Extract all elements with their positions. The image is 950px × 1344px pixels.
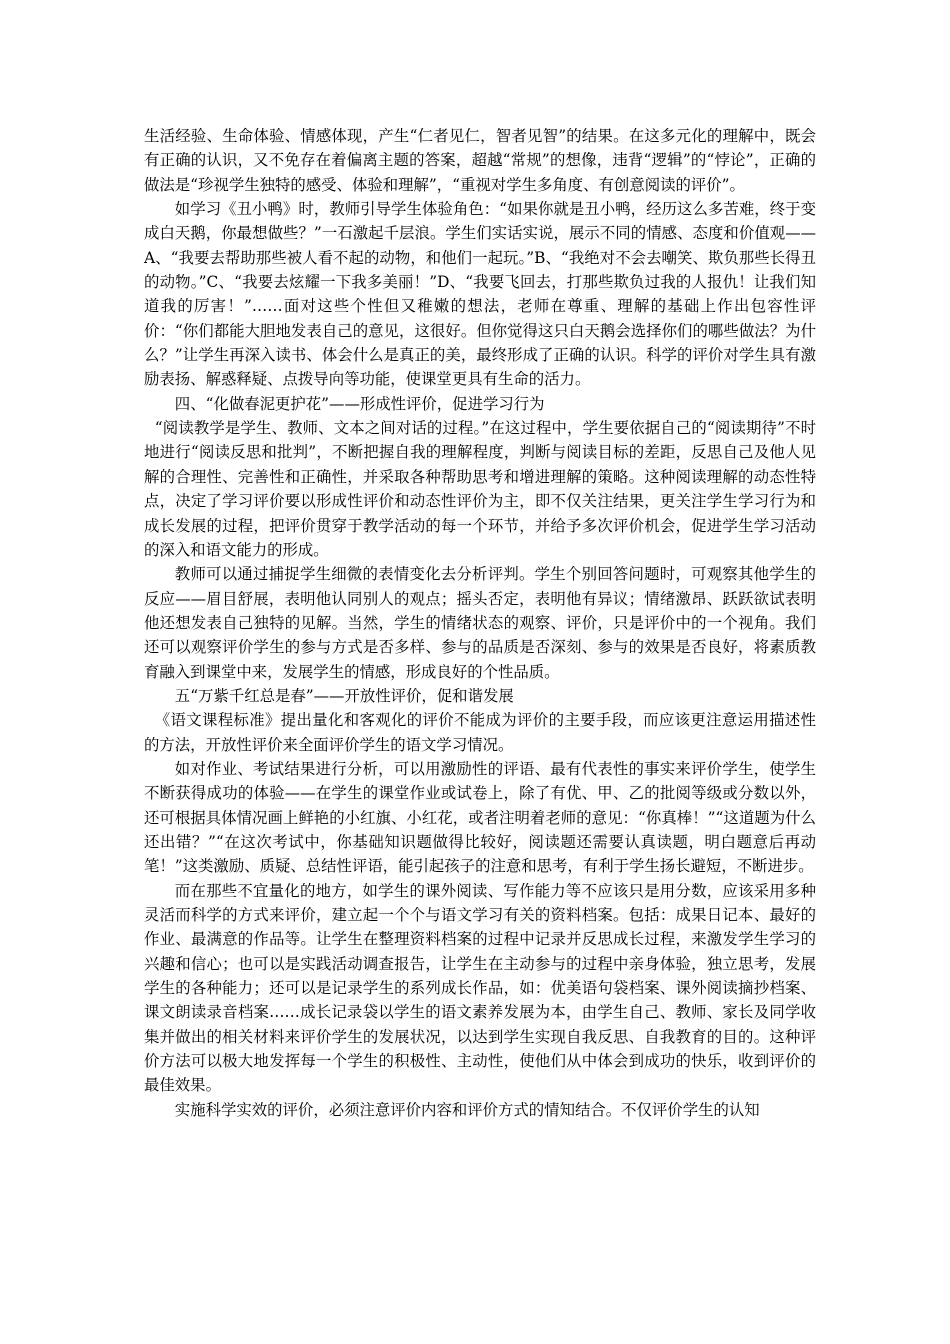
- section-heading-5: 五“万紫千红总是春”——开放性评价，促和谐发展: [174, 686, 514, 705]
- paragraph-curriculum-standard: 《语文课程标准》提出量化和客观化的评价不能成为评价的主要手段，而应该更注意运用描述性的方法，开放性评价来全面评价学生的语文学习情况。: [144, 711, 816, 754]
- paragraph-ugly-duckling-example: 如学习《丑小鸭》时，教师引导学生体验角色：“如果你就是丑小鸭，经历这么多苦难，终于变成白天鹅，你最想做些？”一石激起千层浪。学生们实话实说，展示不同的情感、态度和价值观——A、“我要去帮助那些被人看不起的动物，和他们一起玩。”B、“我绝对不会去嘲笑、欺负那些长得丑的动物。”C、“我要去炫耀一下我多美丽！”D、“我要飞回去，打那些欺负过我的人报仇！让我们知道我的厉害！”……面对这些个性但又稚嫩的想法，老师在尊重、理解的基础上作出包容性评价：“你们都能大胆地发表自己的意见，这很好。但你觉得这只白天鹅会选择你们的哪些做法？为什么？”让学生再深入读书、体会什么是真正的美，最终形成了正确的认识。科学的评价对学生具有激励表扬、解惑释疑、点拨导向等功能，使课堂更具有生命的活力。: [144, 200, 816, 389]
- paragraph-intro-continuation: 生活经验、生命体验、情感体现，产生“仁者见仁，智者见智”的结果。在这多元化的理解中，既会有正确的认识，又不免存在着偏离主题的答案，超越“常规”的想像，违背“逻辑”的“悖论”，正确的做法是“珍视学生独特的感受、体验和理解”，“重视对学生多角度、有创意阅读的评价”。: [144, 127, 816, 194]
- paragraph-observe-expressions: 教师可以通过捕捉学生细微的表情变化去分析评判。学生个别回答问题时，可观察其他学生的反应——眉目舒展，表明他认同别人的观点；摇头否定，表明他有异议；情绪激昂、跃跃欲试表明他还想发表自己独特的见解。当然，学生的情绪状态的观察、评价，只是评价中的一个视角。我们还可以观察评价学生的参与方式是否多样、参与的品质是否深刻、参与的效果是否良好，将素质教育融入到课堂中来，发展学生的情感，形成良好的个性品质。: [144, 565, 816, 681]
- paragraph-reading-dialogue: “阅读教学是学生、教师、文本之间对话的过程。”在这过程中，学生要依据自己的“阅读期待”不时地进行“阅读反思和批判”，不断把握自我的理解程度，判断与阅读目标的差距，反思自己及他人见解的合理性、完善性和正确性，并采取各种帮助思考和增进理解的策略。这种阅读理解的动态性特点，决定了学习评价要以形成性评价和动态性评价为主，即不仅关注结果，更关注学生学习行为和成长发展的过程，把评价贯穿于教学活动的每一个环节，并给予多次评价机会，促进学生学习活动的深入和语文能力的形成。: [144, 419, 816, 559]
- paragraph-homework-analysis: 如对作业、考试结果进行分析，可以用激励性的评语、最有代表性的事实来评价学生，使学生不断获得成功的体验——在学生的课堂作业或试卷上，除了有优、甲、乙的批阅等级或分数以外，还可根据具体情况画上鲜艳的小红旗、小红花，或者注明着老师的意见：“你真棒！”“这道题为什么还出错？”“在这次考试中，你基础知识题做得比较好，阅读题还需要认真读题，明白题意后再动笔！”这类激励、质疑、总结性评语，能引起孩子的注意和思考，有利于学生扬长避短，不断进步。: [144, 759, 816, 876]
- document-page: [144, 124, 816, 1122]
- paragraph-evaluation-content: 实施科学实效的评价，必须注意评价内容和评价方式的情知结合。不仅评价学生的认知: [174, 1100, 760, 1119]
- paragraph-portfolio: 而在那些不宜量化的地方，如学生的课外阅读、写作能力等不应该只是用分数，应该采用多种灵活而科学的方式来评价，建立起一个个与语文学习有关的资料档案。包括：成果日记本、最好的作业、最满意的作品等。让学生在整理资料档案的过程中记录并反思成长过程，来激发学生学习的兴趣和信心；也可以是实践活动调查报告，让学生在主动参与的过程中亲身体验，独立思考，发展学生的各种能力；还可以是记录学生的系列成长作品，如：优美语句袋档案、课外阅读摘抄档案、课文朗读录音档案……成长记录袋以学生的语文素养发展为本，由学生自己、教师、家长及同学收集并做出的相关材料来评价学生的发展状况，以达到学生实现自我反思、自我教育的目的。这种评价方法可以极大地发挥每一个学生的积极性、主动性，使他们从中体会到成功的快乐，收到评价的最佳效果。: [144, 881, 816, 1095]
- section-heading-4: 四、“化做春泥更护花”——形成性评价，促进学习行为: [174, 394, 545, 413]
